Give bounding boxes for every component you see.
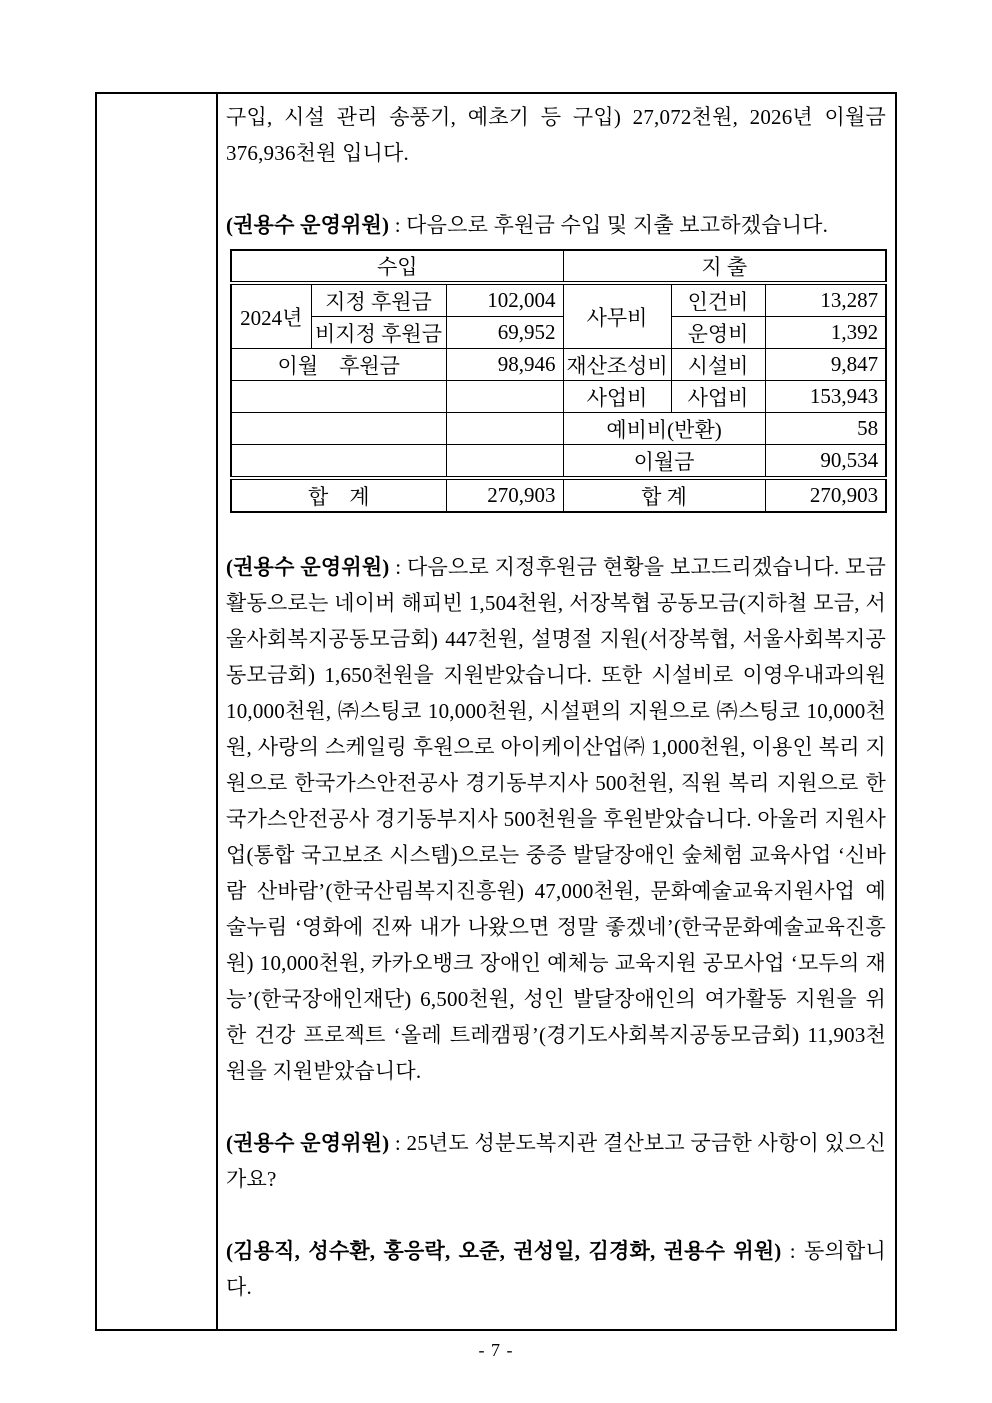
table-row-total <box>231 478 886 512</box>
paragraph-designated-donation-detail <box>226 549 886 1089</box>
project-expense-group-label: 사업비 <box>563 381 671 413</box>
reserve-expense-value: 58 <box>765 413 886 445</box>
speaker-name: (권용수 운영위원) <box>226 1131 390 1155</box>
speaker-name: (김용직, 성수환, 홍응락, 오준, 권성일, 김경화, 권용수 위원) <box>226 1239 782 1263</box>
income-total-label: 합 계 <box>231 478 446 512</box>
personnel-expense-value: 13,287 <box>765 283 886 317</box>
facility-expense-label: 시설비 <box>671 349 765 381</box>
speaker-statement: : 다음으로 후원금 수입 및 지출 보고하겠습니다. <box>389 213 829 237</box>
income-header-cell: 수입 <box>231 250 563 283</box>
project-expense-value: 153,943 <box>765 381 886 413</box>
table-row-designated <box>231 283 886 317</box>
paragraph-agreement <box>226 1233 886 1305</box>
expense-total-value: 270,903 <box>765 478 886 512</box>
reserve-expense-label: 예비비(반환) <box>563 413 765 445</box>
facility-expense-value: 9,847 <box>765 349 886 381</box>
project-expense-label: 사업비 <box>671 381 765 413</box>
designated-donation-value: 102,004 <box>446 283 563 317</box>
undesignated-donation-label: 비지정 후원금 <box>311 317 446 349</box>
speaker-statement: : 다음으로 지정후원금 현황을 보고드리겠습니다. 모금 활동으로는 네이버 해피빈 1,504천원, 서장복협 공동모금(지하철 모금, 서울사회복지공동모금회) 447천원, 설명절 지원(서장복협, 서울사회복지공동모금회) 1,650천원을 지원받았습니다. 또한 시설비로 이영우내과의원 10,000천원, ㈜스팅코 10,000천원, 시설편의 지원으로 ㈜스팅코 10,000천원, 사랑의 스케일링 후원으로 아이케이산업㈜ 1,000천원, 이용인 복리 지원으로 한국가스안전공사 경기동부지사 500천원, 직원 복리 지원으로 한국가스안전공사 경기동부지사 500천원을 후원받았습니다. 아울러 지원사업(통합 국고보조 시스템)으로는 중증 발달장애인 숲체험 교육사업 ‘신바람 산바람’(한국산림복지진흥원) 47,000천원, 문화예술교육지원사업 예술누림 ‘영화에 진짜 내가 나왔으면 정말 좋겠네’(한국문화예술교육진흥원) 10,000천원, 카카오뱅크 장애인 예체능 교육지원 공모사업 ‘모두의 재능’(한국장애인재단) 6,500천원, 성인 발달장애인의 여가활동 지원을 위한 건강 프로젝트 ‘올레 트레캠핑’(경기도사회복지공동모금회) 11,903천원을 지원받았습니다. <box>226 555 886 1083</box>
speaker-name: (권용수 운영위원) <box>226 555 390 579</box>
empty-income-value-cell <box>446 445 563 479</box>
personnel-expense-label: 인건비 <box>671 283 765 317</box>
carryover-donation-value: 98,946 <box>446 349 563 381</box>
empty-income-value-cell <box>446 381 563 413</box>
carryover-donation-label: 이월 후원금 <box>231 349 446 381</box>
table-row-carryforward <box>231 445 886 479</box>
expense-total-label: 합 계 <box>563 478 765 512</box>
office-expense-group-label: 사무비 <box>563 283 671 349</box>
empty-income-label-cell <box>231 413 446 445</box>
minutes-content-cell <box>218 94 895 1329</box>
agenda-left-column-cell <box>97 94 218 1329</box>
empty-income-label-cell <box>231 445 446 479</box>
paragraph-budget-carryover: 구입, 시설 관리 송풍기, 예초기 등 구입) 27,072천원, 2026년 이월금 376,936천원 입니다. <box>226 105 886 165</box>
undesignated-donation-value: 69,952 <box>446 317 563 349</box>
table-row-undesignated <box>231 317 886 349</box>
empty-income-value-cell <box>446 413 563 445</box>
income-total-value: 270,903 <box>446 478 563 512</box>
table-row-carryover-facility <box>231 349 886 381</box>
donation-income-expense-table <box>230 249 887 513</box>
designated-donation-label: 지정 후원금 <box>311 283 446 317</box>
paragraph-donation-report-intro <box>226 207 886 243</box>
table-header-row <box>231 250 886 283</box>
operating-expense-label: 운영비 <box>671 317 765 349</box>
speaker-statement: : 25년도 성분도복지관 결산보고 궁금한 사항이 있으신가요? <box>226 1131 886 1191</box>
table-row-project <box>231 381 886 413</box>
carryforward-expense-value: 90,534 <box>765 445 886 479</box>
page-number: - 7 - <box>478 1340 514 1360</box>
minutes-outer-table <box>95 92 897 1331</box>
paragraph-question <box>226 1125 886 1197</box>
expense-header-cell: 지 출 <box>563 250 886 283</box>
asset-expense-group-label: 재산조성비 <box>563 349 671 381</box>
empty-income-label-cell <box>231 381 446 413</box>
table-row-reserve <box>231 413 886 445</box>
income-year-cell: 2024년 <box>231 283 311 349</box>
speaker-name: (권용수 운영위원) <box>226 213 390 237</box>
speaker-statement: : 동의합니다. <box>226 1239 886 1299</box>
operating-expense-value: 1,392 <box>765 317 886 349</box>
carryforward-expense-label: 이월금 <box>563 445 765 479</box>
